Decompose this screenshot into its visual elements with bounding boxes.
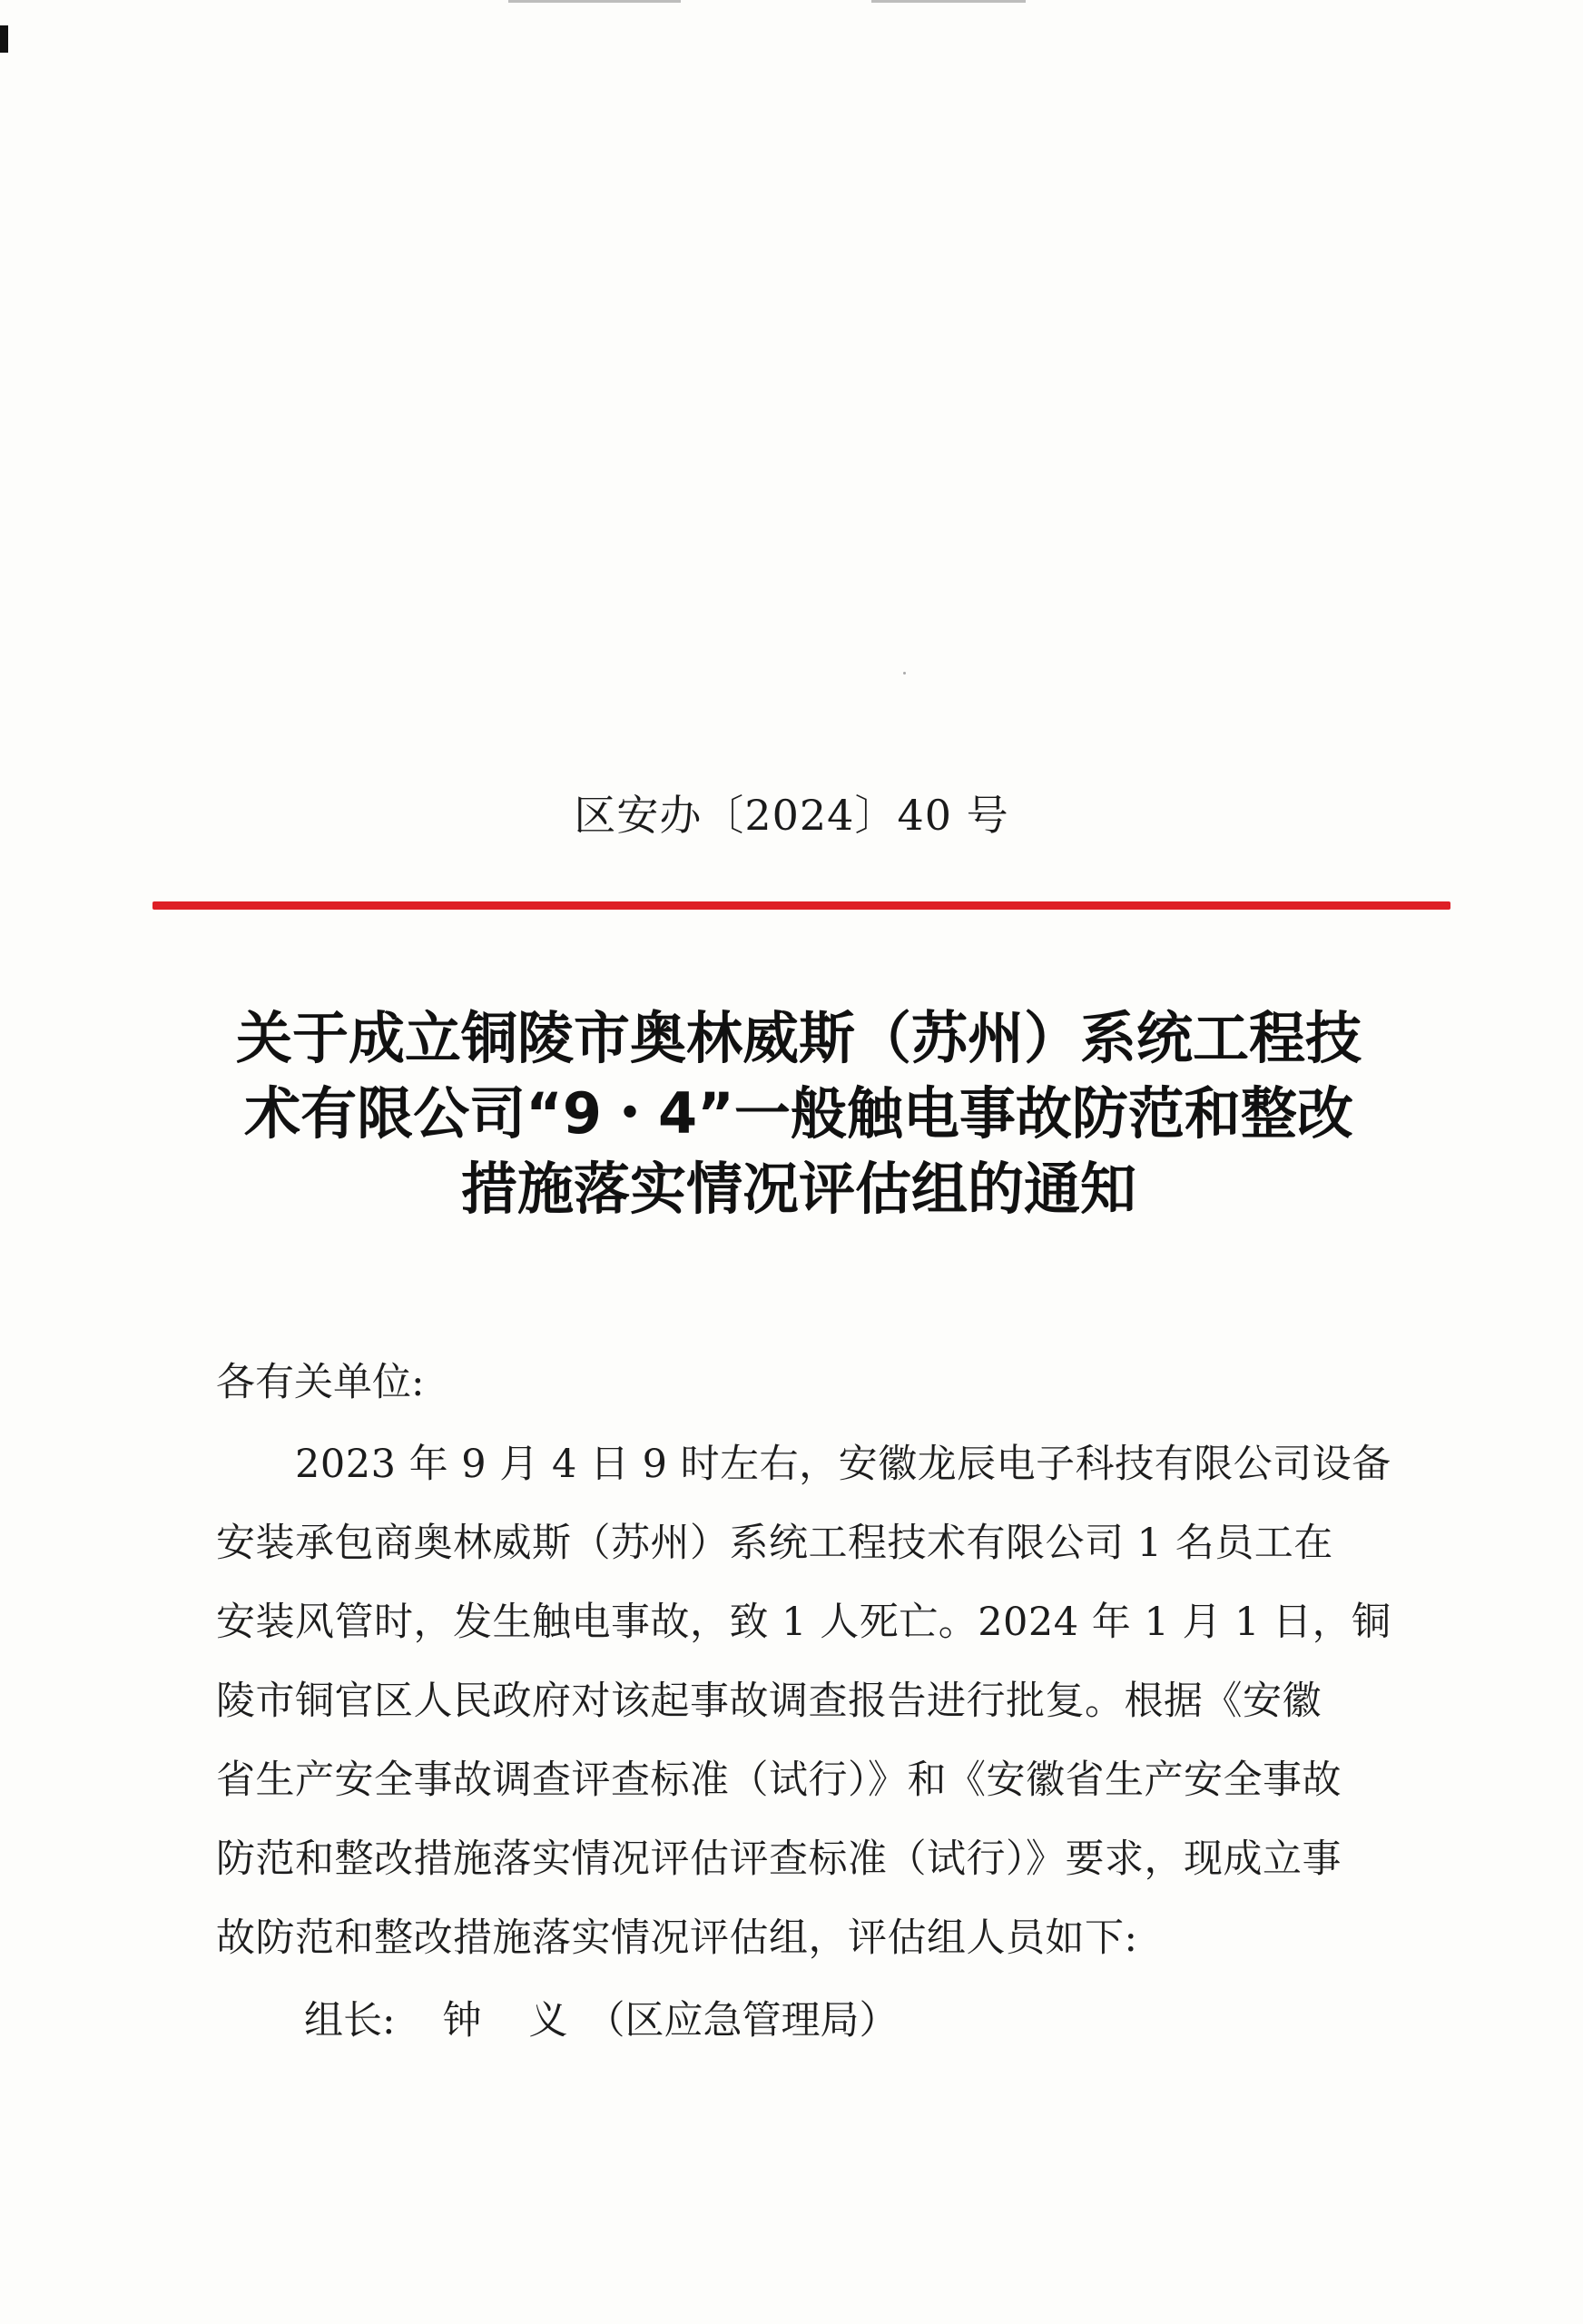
leader-unit: （区应急管理局） — [585, 1998, 899, 2043]
notice-title — [200, 1000, 1398, 1226]
leader-name-first: 钟 — [442, 1998, 482, 2043]
title-line-1: 关于成立铜陵市奥林威斯（苏州）系统工程技 — [235, 1005, 1362, 1071]
scan-dust-dot — [903, 672, 906, 675]
body-line-7: 故防范和整改措施落实情况评估组，评估组人员如下: — [216, 1915, 1138, 1961]
leader-name-second: 义 — [528, 1998, 568, 2043]
title-line-2: 术有限公司“9・4”一般触电事故防范和整改 — [244, 1080, 1353, 1147]
body-line-1: 2023 年 9 月 4 日 9 时左右，安徽龙辰电子科技有限公司设备 — [216, 1442, 1391, 1487]
body-line-4: 陵市铜官区人民政府对该起事故调查报告进行批复。根据《安徽 — [216, 1679, 1322, 1724]
salutation: 各有关单位: — [216, 1360, 425, 1405]
document-number: 区安办〔2024〕40 号 — [574, 791, 1009, 840]
scan-top-mark-left — [508, 0, 681, 3]
body-line-6: 防范和整改措施落实情况评估评查标准（试行）》要求，现成立事 — [216, 1837, 1342, 1882]
body-line-2: 安装承包商奥林威斯（苏州）系统工程技术有限公司 1 名员工在 — [216, 1521, 1333, 1566]
scan-edge-mark — [0, 25, 8, 53]
red-divider-rule — [152, 901, 1450, 910]
scan-top-mark-right — [871, 0, 1026, 3]
leader-role-label: 组长: — [304, 1998, 396, 2043]
body-line-3: 安装风管时，发生触电事故，致 1 人死亡。2024 年 1 月 1 日，铜 — [216, 1600, 1391, 1645]
body-line-5: 省生产安全事故调查评查标准（试行）》和《安徽省生产安全事故 — [216, 1758, 1342, 1803]
body-paragraph — [216, 1425, 1396, 1978]
group-leader-entry — [304, 1994, 899, 2048]
title-line-3: 措施落实情况评估组的通知 — [460, 1156, 1136, 1222]
